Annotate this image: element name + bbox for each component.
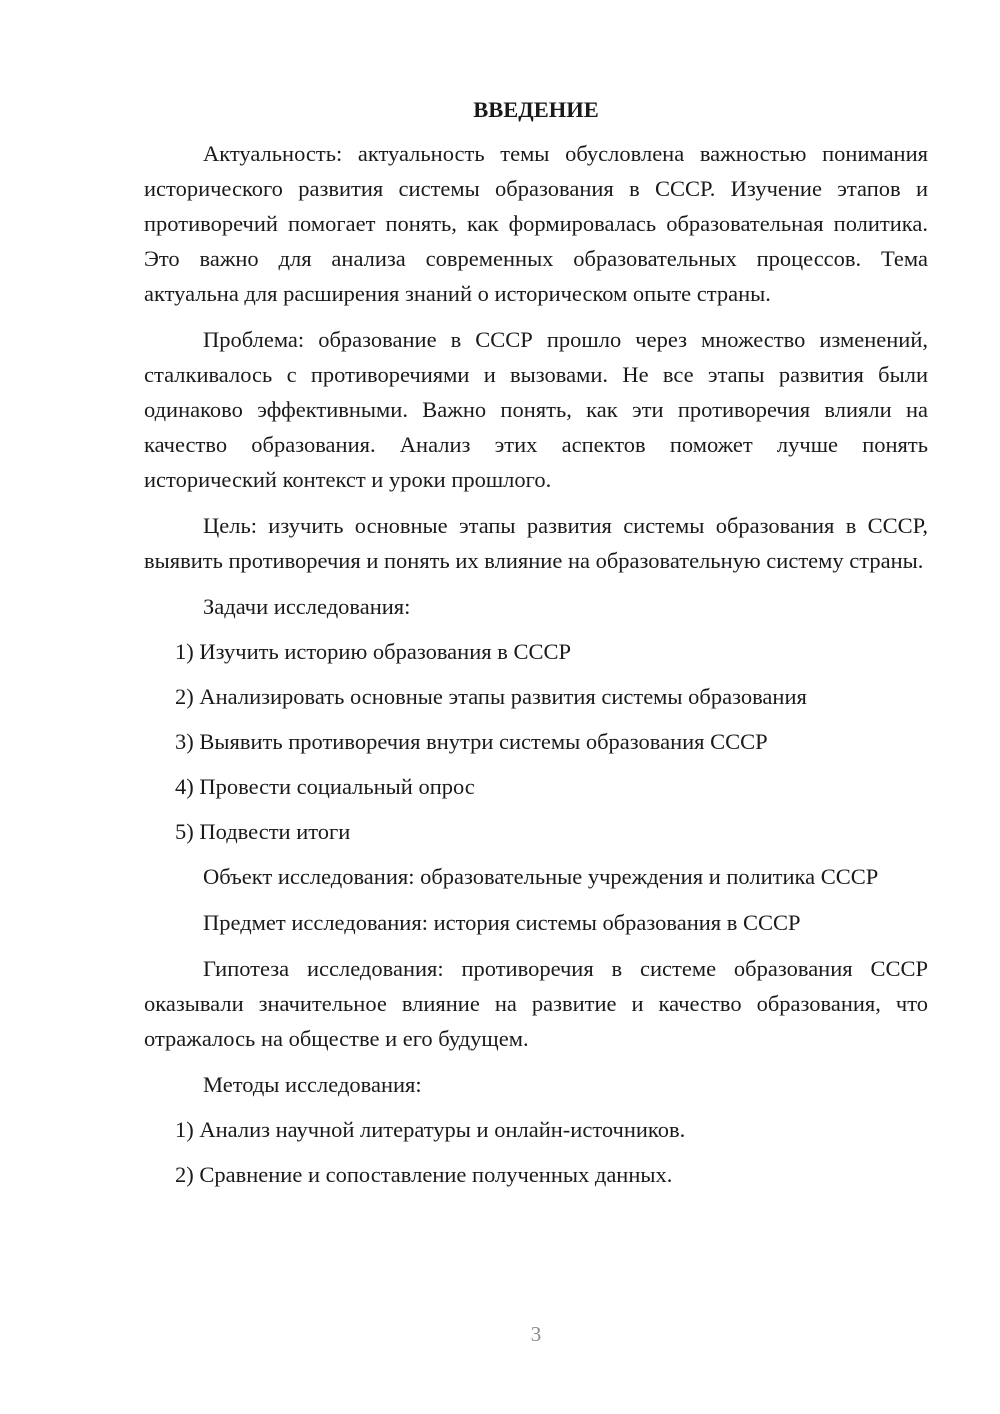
- object-paragraph: Объект исследования: образовательные учреждения и политика СССР: [203, 864, 879, 889]
- methods-heading: Методы исследования:: [203, 1072, 422, 1097]
- page-title: ВВЕДЕНИЕ: [473, 97, 599, 122]
- list-item: 2) Анализировать основные этапы развития системы образования: [175, 684, 807, 709]
- tasks-heading: Задачи исследования:: [203, 594, 411, 619]
- hypothesis-paragraph: Гипотеза исследования: противоречия в системе образования СССР оказывали значительное влияние на развитие и качество образования, что отражалось на обществе и его будущем.: [144, 956, 928, 1051]
- list-item: 5) Подвести итоги: [175, 819, 351, 844]
- methods-list: [144, 1112, 928, 1192]
- goal-paragraph: Цель: изучить основные этапы развития системы образования в СССР, выявить противоречия и понять их влияние на образовательную систему страны.: [144, 513, 928, 573]
- list-item: 2) Сравнение и сопоставление полученных данных.: [175, 1162, 673, 1187]
- subject-paragraph: Предмет исследования: история системы образования в СССР: [203, 910, 801, 935]
- list-item: 1) Анализ научной литературы и онлайн-источников.: [175, 1117, 686, 1142]
- list-item: 1) Изучить историю образования в СССР: [175, 639, 571, 664]
- relevance-paragraph: Актуальность: актуальность темы обусловлена важностью понимания исторического развития системы образования в СССР. Изучение этапов и противоречий помогает понять, как формировалась образовательная политика. Это важно для анализа современных образовательных процессов. Тема актуальна для расширения знаний о историческом опыте страны.: [144, 141, 928, 306]
- list-item: 3) Выявить противоречия внутри системы образования СССР: [175, 729, 768, 754]
- problem-paragraph: Проблема: образование в СССР прошло через множество изменений, сталкивалось с противоречиями и вызовами. Не все этапы развития были одинаково эффективными. Важно понять, как эти противоречия влияли на качество образования. Анализ этих аспектов поможет лучше понять исторический контекст и уроки прошлого.: [144, 327, 928, 492]
- list-item: 4) Провести социальный опрос: [175, 774, 475, 799]
- page-number: 3: [530, 1322, 542, 1346]
- document-page: [144, 92, 928, 1202]
- tasks-list: [144, 634, 928, 849]
